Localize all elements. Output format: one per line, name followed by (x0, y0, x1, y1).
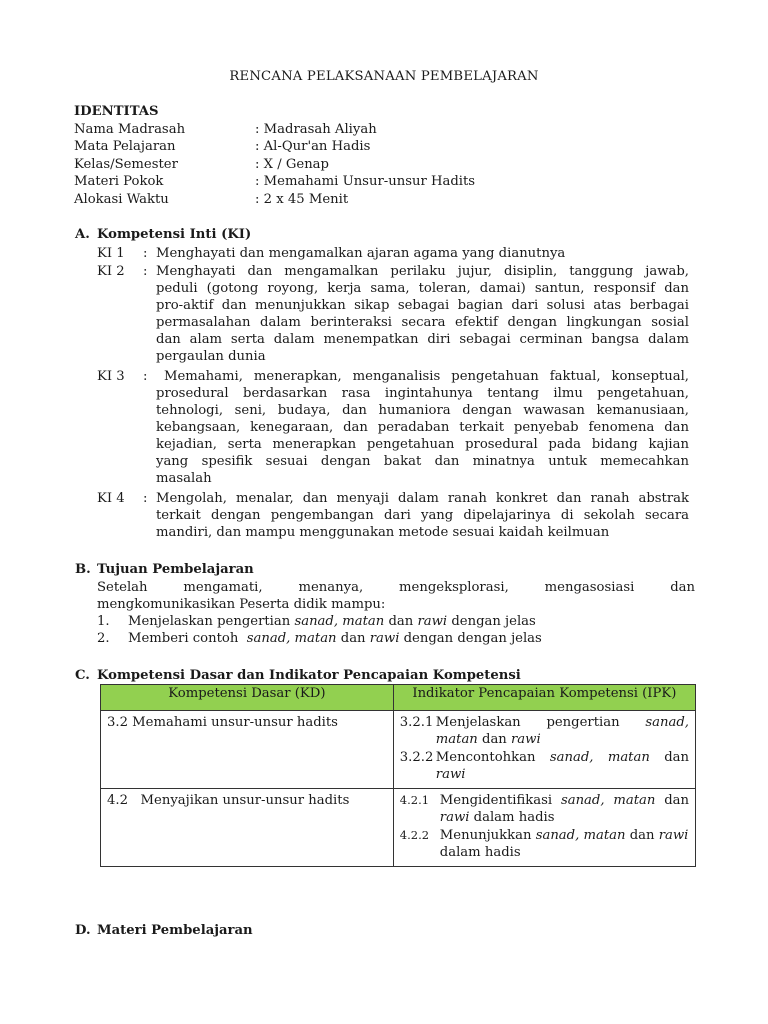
ipk-text: Menunjukkan sanad, matan dan rawi dalam hadis (439, 828, 689, 860)
tujuan-intro: Setelah mengamati, menanya, mengeksplorasi, mengasosiasi dan (97, 580, 695, 595)
list-number: 2. (97, 631, 110, 646)
ki-line: mandiri, dan mampu menggunakan metode sesuai kaidah keilmuan (156, 525, 610, 540)
ki-line: tehnologi, seni, budaya, dan humaniora dengan wawasan kemanusiaan, (156, 403, 689, 418)
identitas-value: : Madrasah Aliyah (255, 122, 377, 137)
ki-line: kejadian, serta menerapkan pengetahuan prosedural pada bidang kajian (156, 437, 689, 452)
ki-line: prosedural berdasarkan rasa ingintahunya tentang ilmu pengetahuan, (156, 386, 689, 401)
ipk-cell (393, 711, 695, 789)
section-letter: A. (75, 227, 90, 242)
ipk-item (400, 792, 689, 826)
section-letter: D. (75, 923, 91, 938)
kd-cell: 4.2 Menyajikan unsur-unsur hadits (101, 789, 394, 867)
ki-line: dan alam serta dalam menempatkan diri sebagai cerminan bangsa dalam (156, 332, 689, 347)
column-header-ipk: Indikator Pencapaian Kompetensi (IPK) (393, 685, 695, 711)
list-text: Memberi contoh sanad, matan dan rawi dengan dengan jelas (128, 631, 542, 646)
ipk-text: Menjelaskan pengertian sanad, matan dan rawi (435, 715, 689, 747)
table-row (101, 789, 696, 867)
identitas-table (74, 121, 475, 208)
identitas-label: Nama Madrasah (74, 122, 186, 137)
ipk-text: Mencontohkan sanad, matan dan rawi (435, 750, 689, 782)
identitas-value: : Al-Qur'an Hadis (255, 139, 371, 155)
ipk-item (400, 749, 689, 783)
table-header-row (101, 685, 696, 711)
ki-line: Mengolah, menalar, dan menyaji dalam ranah konkret dan ranah abstrak (156, 491, 689, 506)
identitas-label: Kelas/Semester (74, 156, 178, 172)
identitas-value: : X / Genap (255, 156, 329, 172)
ki-line: pergaulan dunia (156, 349, 266, 364)
ki-3 (97, 368, 689, 487)
identitas-value: : 2 x 45 Menit (255, 191, 349, 207)
ki-line: pro-aktif dan menunjukkan sikap sebagai bagian dari solusi atas berbagai (156, 298, 689, 313)
ipk-number: 3.2.1 (399, 715, 434, 730)
section-b-heading (75, 561, 254, 578)
ki-4 (97, 490, 689, 541)
identitas-label: Mata Pelajaran (74, 139, 176, 155)
kd-ipk-table (100, 684, 696, 867)
list-number: 1. (97, 614, 110, 629)
section-letter: C. (75, 668, 90, 683)
ki-line: Menghayati dan mengamalkan perilaku jujur, disiplin, tanggung jawab, (156, 264, 689, 279)
ki-text (156, 263, 689, 365)
ipk-text: Mengidentifikasi sanad, matan dan rawi dalam hadis (439, 793, 689, 825)
ki-1 (97, 245, 689, 262)
ki-code: KI 1 (97, 246, 125, 261)
ki-line: Memahami, menerapkan, menganalisis pengetahuan faktual, konseptual, (164, 369, 689, 384)
identitas-row (74, 173, 475, 190)
kd-cell: 3.2 Memahami unsur-unsur hadits (101, 711, 394, 789)
tujuan-block (97, 579, 695, 647)
section-a-heading (75, 226, 251, 243)
section-c-heading (75, 667, 521, 684)
identitas-row (74, 138, 475, 155)
tujuan-intro-cont: mengkomunikasikan Peserta didik mampu: (97, 597, 386, 612)
ipk-cell (393, 789, 695, 867)
ki-colon: : (143, 491, 148, 506)
document-title: RENCANA PELAKSANAAN PEMBELAJARAN (229, 69, 539, 84)
ki-line: peduli (gotong royong, kerja sama, toleran, damai) santun, responsif dan (156, 281, 689, 296)
ki-line: kebangsaan, kenegaraan, dan peradaban terkait penyebab fenomena dan (156, 420, 689, 435)
section-title: Kompetensi Inti (KI) (97, 227, 252, 242)
list-text: Menjelaskan pengertian sanad, matan dan rawi dengan jelas (128, 614, 536, 629)
ki-2 (97, 263, 689, 365)
ki-code: KI 4 (97, 491, 125, 506)
ki-text (156, 490, 689, 541)
identitas-label: Materi Pokok (74, 174, 164, 190)
ipk-number: 3.2.2 (399, 750, 434, 765)
ki-colon: : (143, 246, 148, 261)
ki-code: KI 3 (97, 369, 125, 384)
ki-line: masalah (156, 471, 212, 486)
list-item (97, 630, 695, 647)
identitas-label: Alokasi Waktu (74, 191, 169, 207)
section-d-heading (75, 922, 253, 939)
list-item (97, 613, 695, 630)
ipk-item (400, 714, 689, 748)
column-header-kd: Kompetensi Dasar (KD) (101, 685, 394, 711)
ipk-item (400, 827, 689, 861)
section-title: Materi Pembelajaran (97, 923, 253, 938)
identitas-row (74, 121, 475, 138)
table-row (101, 711, 696, 789)
ipk-number: 4.2.2 (399, 828, 430, 842)
ki-line: terkait dengan pengembangan dari yang dipelajarinya di sekolah secara (156, 508, 689, 523)
ki-line: permasalahan dalam berinteraksi secara efektif dengan lingkungan sosial (156, 315, 689, 330)
ki-text (156, 368, 689, 487)
identitas-heading: IDENTITAS (74, 104, 159, 119)
section-title: Kompetensi Dasar dan Indikator Pencapaian Kompetensi (97, 668, 521, 683)
ki-text (156, 245, 689, 262)
section-letter: B. (75, 562, 91, 577)
ki-line: yang spesifik sesuai dengan bakat dan minatnya untuk memecahkan (156, 454, 689, 469)
identitas-row (74, 156, 475, 173)
ki-colon: : (143, 369, 148, 384)
ki-colon: : (143, 264, 148, 279)
identitas-value: : Memahami Unsur-unsur Hadits (255, 174, 476, 190)
ipk-number: 4.2.1 (399, 793, 430, 807)
ki-line: Menghayati dan mengamalkan ajaran agama yang dianutnya (156, 246, 566, 261)
section-title: Tujuan Pembelajaran (97, 562, 254, 577)
ki-code: KI 2 (97, 264, 125, 279)
identitas-row (74, 191, 475, 208)
